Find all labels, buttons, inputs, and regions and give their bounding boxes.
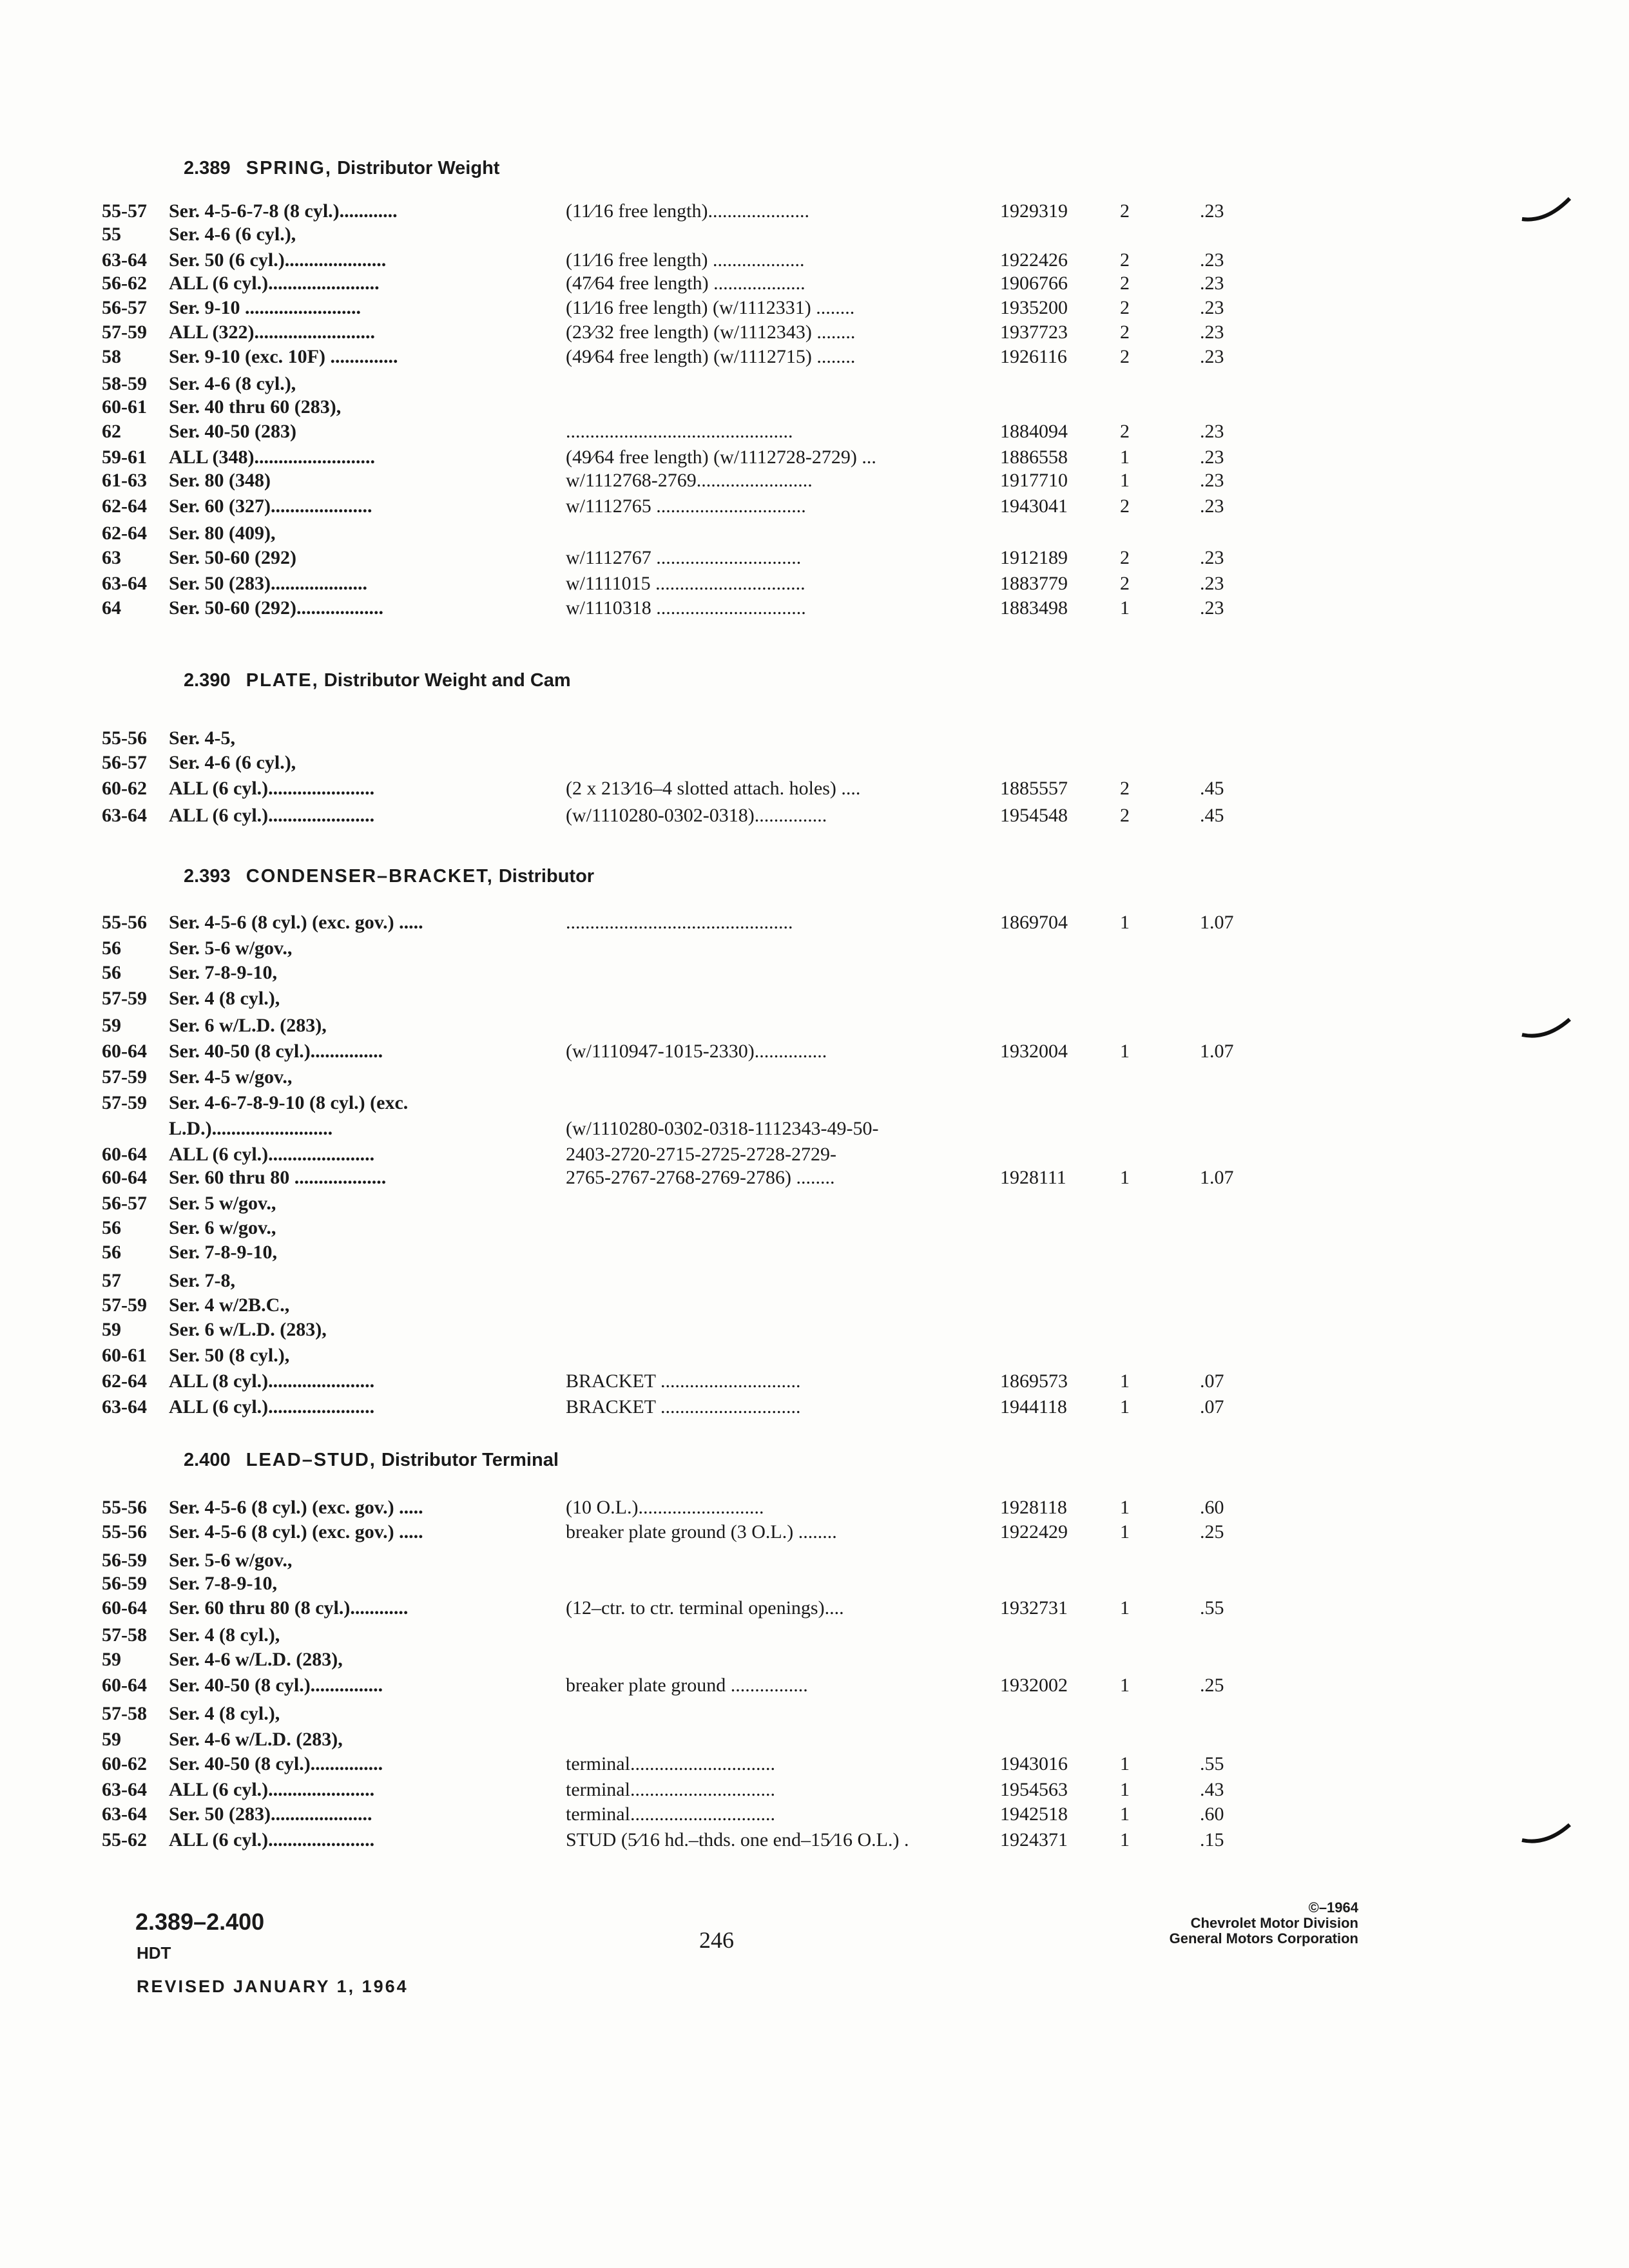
cell-desc: w/1110318 ............................... [566, 597, 806, 619]
cell-qty: 1 [1120, 1829, 1130, 1850]
cell-price: .23 [1200, 322, 1224, 343]
cell-yr: 60-64 [102, 1144, 147, 1165]
cell-yr: 55-56 [102, 727, 147, 749]
cell-yr: 59 [102, 1319, 121, 1340]
cell-ser: Ser. 4 (8 cyl.), [169, 1624, 280, 1646]
cell-yr: 56-62 [102, 273, 147, 294]
cell-qty: 1 [1120, 1167, 1130, 1188]
cell-qty: 2 [1120, 249, 1130, 271]
cell-qty: 1 [1120, 912, 1130, 933]
cell-yr: 55-56 [102, 1521, 147, 1542]
cell-qty: 1 [1120, 1497, 1130, 1518]
cell-price: .23 [1200, 495, 1224, 517]
cell-ser: Ser. 4-6 (6 cyl.), [169, 752, 296, 773]
cell-price: .23 [1200, 346, 1224, 367]
cell-price: .23 [1200, 573, 1224, 594]
cell-ser: Ser. 5-6 w/gov., [169, 937, 293, 959]
cell-ser: Ser. 60 thru 80 (8 cyl.)............ [169, 1597, 409, 1619]
cell-yr: 55-57 [102, 200, 147, 222]
cell-price: .23 [1200, 547, 1224, 568]
cell-price: .07 [1200, 1396, 1224, 1418]
cell-desc: breaker plate ground ................ [566, 1675, 808, 1696]
cell-price: 1.07 [1200, 912, 1234, 933]
cell-yr: 60-64 [102, 1167, 147, 1188]
cell-yr: 61-63 [102, 470, 147, 491]
cell-part: 1937723 [1000, 322, 1068, 343]
cell-ser: Ser. 4-5, [169, 727, 236, 749]
cell-ser: ALL (6 cyl.)...................... [169, 1144, 375, 1165]
cell-qty: 2 [1120, 573, 1130, 594]
cell-yr: 56-57 [102, 297, 147, 318]
page-number: 246 [699, 1927, 734, 1953]
cell-ser: ALL (322)......................... [169, 322, 376, 343]
cell-yr: 62-64 [102, 495, 147, 517]
cell-price: .60 [1200, 1497, 1224, 1518]
cell-ser: Ser. 4-6 w/L.D. (283), [169, 1729, 343, 1750]
cell-price: .23 [1200, 447, 1224, 468]
footer-code: HDT [137, 1943, 171, 1963]
cell-ser: Ser. 7-8-9-10, [169, 1242, 278, 1263]
cell-qty: 2 [1120, 421, 1130, 442]
scan-mark [1521, 1012, 1572, 1050]
cell-ser: ALL (348)......................... [169, 447, 376, 468]
cell-yr: 57-58 [102, 1703, 147, 1724]
cell-qty: 2 [1120, 273, 1130, 294]
cell-price: .55 [1200, 1597, 1224, 1619]
cell-yr: 62-64 [102, 1370, 147, 1392]
cell-yr: 57-59 [102, 1092, 147, 1113]
cell-ser: Ser. 4-5-6 (8 cyl.) (exc. gov.) ..... [169, 1521, 423, 1542]
cell-desc: BRACKET ............................. [566, 1396, 801, 1418]
cell-yr: 56 [102, 937, 121, 959]
cell-ser: Ser. 4 (8 cyl.), [169, 1703, 280, 1724]
section-number: 2.390 [184, 670, 231, 691]
cell-ser: Ser. 80 (348) [169, 470, 271, 491]
cell-part: 1922429 [1000, 1521, 1068, 1542]
cell-ser: Ser. 7-8-9-10, [169, 962, 278, 983]
cell-yr: 56 [102, 1217, 121, 1238]
cell-yr: 63-64 [102, 249, 147, 271]
cell-desc: (11⁄16 free length) (w/1112331) ........ [566, 297, 855, 318]
footer-copyright: ©–1964 [1308, 1899, 1358, 1916]
section-number: 2.393 [184, 866, 231, 887]
cell-ser: Ser. 50 (283)..................... [169, 1803, 372, 1825]
scan-mark [1521, 193, 1572, 232]
cell-part: 1869573 [1000, 1370, 1068, 1392]
footer-corp: General Motors Corporation [1169, 1930, 1358, 1946]
section-name: CONDENSER–BRACKET, [246, 866, 494, 887]
scan-mark [1521, 1817, 1572, 1856]
cell-part: 1954548 [1000, 805, 1068, 826]
cell-yr: 57-59 [102, 988, 147, 1009]
cell-desc: w/1112768-2769........................ [566, 470, 813, 491]
cell-part: 1883779 [1000, 573, 1068, 594]
cell-part: 1926116 [1000, 346, 1067, 367]
cell-qty: 1 [1120, 1675, 1130, 1696]
cell-desc: terminal.............................. [566, 1779, 775, 1800]
cell-yr: 56-57 [102, 1193, 147, 1214]
cell-part: 1943016 [1000, 1753, 1068, 1774]
cell-ser: ALL (6 cyl.)....................... [169, 273, 380, 294]
cell-yr: 57-59 [102, 1066, 147, 1088]
cell-yr: 63-64 [102, 573, 147, 594]
cell-price: .23 [1200, 470, 1224, 491]
cell-desc: (2 x 213⁄16–4 slotted attach. holes) .... [566, 778, 861, 799]
cell-yr: 60-62 [102, 778, 147, 799]
cell-part: 1869704 [1000, 912, 1068, 933]
cell-part: 1917710 [1000, 470, 1068, 491]
cell-ser: Ser. 6 w/L.D. (283), [169, 1319, 327, 1340]
cell-qty: 1 [1120, 1370, 1130, 1392]
cell-price: .25 [1200, 1675, 1224, 1696]
cell-part: 1922426 [1000, 249, 1068, 271]
cell-qty: 1 [1120, 1779, 1130, 1800]
section-subtitle: Distributor [498, 866, 595, 887]
cell-ser: Ser. 4 w/2B.C., [169, 1294, 290, 1316]
cell-ser: Ser. 4 (8 cyl.), [169, 988, 280, 1009]
section-title [184, 670, 571, 691]
cell-qty: 2 [1120, 495, 1130, 517]
cell-price: .23 [1200, 597, 1224, 619]
cell-ser: Ser. 60 thru 80 ................... [169, 1167, 387, 1188]
cell-price: .43 [1200, 1779, 1224, 1800]
cell-qty: 1 [1120, 447, 1130, 468]
cell-ser: Ser. 7-8-9-10, [169, 1573, 278, 1594]
cell-ser: Ser. 60 (327)..................... [169, 495, 372, 517]
cell-yr: 63-64 [102, 1396, 147, 1418]
cell-yr: 57-59 [102, 322, 147, 343]
cell-part: 1932002 [1000, 1675, 1068, 1696]
section-name: SPRING, [246, 158, 332, 178]
cell-ser: Ser. 5-6 w/gov., [169, 1550, 293, 1571]
cell-yr: 60-62 [102, 1753, 147, 1774]
cell-price: .15 [1200, 1829, 1224, 1850]
cell-qty: 2 [1120, 346, 1130, 367]
cell-qty: 1 [1120, 1597, 1130, 1619]
cell-yr: 60-64 [102, 1675, 147, 1696]
cell-desc: BRACKET ............................. [566, 1370, 801, 1392]
cell-qty: 2 [1120, 547, 1130, 568]
section-subtitle: Distributor Terminal [381, 1450, 559, 1470]
cell-yr: 56-59 [102, 1550, 147, 1571]
cell-ser: Ser. 50 (6 cyl.)..................... [169, 249, 387, 271]
cell-desc: ............................................... [566, 421, 793, 442]
section-name: PLATE, [246, 670, 319, 691]
footer-revised: REVISED JANUARY 1, 1964 [137, 1977, 409, 1996]
cell-desc: (w/1110280-0302-0318-1112343-49-50- [566, 1118, 879, 1139]
cell-part: 1886558 [1000, 447, 1068, 468]
section-subtitle: Distributor Weight [337, 158, 500, 178]
cell-yr: 63-64 [102, 1779, 147, 1800]
cell-ser: Ser. 50-60 (292) [169, 547, 297, 568]
cell-part: 1912189 [1000, 547, 1068, 568]
cell-price: .45 [1200, 778, 1224, 799]
cell-qty: 1 [1120, 470, 1130, 491]
cell-price: .55 [1200, 1753, 1224, 1774]
cell-ser: Ser. 50 (283).................... [169, 573, 368, 594]
cell-qty: 1 [1120, 1803, 1130, 1825]
cell-ser: Ser. 4-6 (6 cyl.), [169, 224, 296, 245]
cell-desc: 2765-2767-2768-2769-2786) ........ [566, 1167, 835, 1188]
cell-price: 1.07 [1200, 1167, 1234, 1188]
footer-division: Chevrolet Motor Division [1190, 1915, 1358, 1931]
cell-ser: ALL (6 cyl.)...................... [169, 778, 375, 799]
cell-ser: Ser. 50 (8 cyl.), [169, 1345, 290, 1366]
cell-ser: Ser. 7-8, [169, 1270, 236, 1291]
section-name: LEAD–STUD, [246, 1450, 376, 1470]
cell-yr: 56-59 [102, 1573, 147, 1594]
cell-ser: Ser. 80 (409), [169, 523, 276, 544]
cell-yr: 63-64 [102, 805, 147, 826]
cell-ser: Ser. 40 thru 60 (283), [169, 396, 342, 418]
cell-desc: (23⁄32 free length) (w/1112343) ........ [566, 322, 856, 343]
cell-price: .23 [1200, 249, 1224, 271]
section-number: 2.400 [184, 1450, 231, 1470]
cell-ser: Ser. 40-50 (8 cyl.)............... [169, 1041, 383, 1062]
cell-yr: 58-59 [102, 373, 147, 394]
cell-yr: 55-56 [102, 1497, 147, 1518]
cell-yr: 62-64 [102, 523, 147, 544]
cell-yr: 60-64 [102, 1597, 147, 1619]
cell-yr: 57 [102, 1270, 121, 1291]
cell-ser: Ser. 9-10 (exc. 10F) .............. [169, 346, 398, 367]
cell-yr: 55-62 [102, 1829, 147, 1850]
section-title [184, 1450, 559, 1471]
cell-part: 1883498 [1000, 597, 1068, 619]
cell-qty: 1 [1120, 1521, 1130, 1542]
cell-yr: 57-59 [102, 1294, 147, 1316]
cell-ser: Ser. 4-6 w/L.D. (283), [169, 1649, 343, 1670]
cell-desc: (49⁄64 free length) (w/1112715) ........ [566, 346, 856, 367]
cell-yr: 60-64 [102, 1041, 147, 1062]
cell-part: 1929319 [1000, 200, 1068, 222]
section-title [184, 866, 594, 887]
cell-yr: 59 [102, 1729, 121, 1750]
cell-ser: Ser. 4-5-6 (8 cyl.) (exc. gov.) ..... [169, 1497, 423, 1518]
cell-qty: 1 [1120, 1396, 1130, 1418]
cell-part: 1943041 [1000, 495, 1068, 517]
cell-price: .23 [1200, 200, 1224, 222]
cell-yr: 60-61 [102, 1345, 147, 1366]
cell-desc: (10 O.L.).......................... [566, 1497, 764, 1518]
cell-price: .23 [1200, 273, 1224, 294]
cell-price: .07 [1200, 1370, 1224, 1392]
cell-yr: 59 [102, 1649, 121, 1670]
cell-part: 1924371 [1000, 1829, 1068, 1850]
cell-part: 1944118 [1000, 1396, 1067, 1418]
cell-price: .45 [1200, 805, 1224, 826]
cell-ser: Ser. 5 w/gov., [169, 1193, 276, 1214]
cell-part: 1942518 [1000, 1803, 1068, 1825]
cell-desc: terminal.............................. [566, 1753, 775, 1774]
cell-part: 1906766 [1000, 273, 1068, 294]
section-title [184, 158, 499, 179]
section-number: 2.389 [184, 158, 231, 178]
cell-price: 1.07 [1200, 1041, 1234, 1062]
cell-part: 1954563 [1000, 1779, 1068, 1800]
cell-desc: (w/1110280-0302-0318)............... [566, 805, 827, 826]
cell-desc: (49⁄64 free length) (w/1112728-2729) ... [566, 447, 876, 468]
cell-yr: 63-64 [102, 1803, 147, 1825]
cell-desc: ............................................... [566, 912, 793, 933]
cell-ser: ALL (6 cyl.)...................... [169, 1779, 375, 1800]
cell-ser: Ser. 50-60 (292).................. [169, 597, 384, 619]
cell-price: .25 [1200, 1521, 1224, 1542]
cell-qty: 2 [1120, 805, 1130, 826]
cell-price: .60 [1200, 1803, 1224, 1825]
cell-desc: w/1111015 ............................... [566, 573, 805, 594]
cell-ser: ALL (6 cyl.)...................... [169, 805, 375, 826]
cell-part: 1935200 [1000, 297, 1068, 318]
cell-qty: 2 [1120, 322, 1130, 343]
cell-price: .23 [1200, 421, 1224, 442]
cell-yr: 63 [102, 547, 121, 568]
cell-desc: (12–ctr. to ctr. terminal openings).... [566, 1597, 844, 1619]
section-subtitle: Distributor Weight and Cam [323, 670, 571, 691]
cell-desc: (11⁄16 free length)..................... [566, 200, 809, 222]
cell-ser: Ser. 9-10 ........................ [169, 297, 361, 318]
cell-yr: 55-56 [102, 912, 147, 933]
cell-part: 1932731 [1000, 1597, 1068, 1619]
cell-yr: 56 [102, 962, 121, 983]
cell-yr: 64 [102, 597, 121, 619]
cell-ser: Ser. 6 w/gov., [169, 1217, 276, 1238]
cell-qty: 1 [1120, 1041, 1130, 1062]
cell-yr: 59 [102, 1015, 121, 1036]
cell-desc: w/1112765 ............................... [566, 495, 806, 517]
cell-desc: w/1112767 .............................. [566, 547, 802, 568]
cell-yr: 58 [102, 346, 121, 367]
cell-part: 1884094 [1000, 421, 1068, 442]
cell-yr: 59-61 [102, 447, 147, 468]
cell-ser: Ser. 40-50 (8 cyl.)............... [169, 1753, 383, 1774]
cell-desc: STUD (5⁄16 hd.–thds. one end–15⁄16 O.L.) . [566, 1829, 909, 1850]
cell-desc: (w/1110947-1015-2330)............... [566, 1041, 827, 1062]
cell-qty: 1 [1120, 597, 1130, 619]
cell-desc: breaker plate ground (3 O.L.) ........ [566, 1521, 837, 1542]
cell-ser: L.D.)......................... [169, 1118, 333, 1139]
cell-yr: 55 [102, 224, 121, 245]
cell-ser: Ser. 4-6 (8 cyl.), [169, 373, 296, 394]
cell-desc: (11⁄16 free length) ................... [566, 249, 805, 271]
cell-ser: Ser. 40-50 (283) [169, 421, 297, 442]
cell-desc: 2403-2720-2715-2725-2728-2729- [566, 1144, 836, 1165]
cell-yr: 57-58 [102, 1624, 147, 1646]
cell-qty: 2 [1120, 297, 1130, 318]
cell-qty: 2 [1120, 200, 1130, 222]
cell-part: 1885557 [1000, 778, 1068, 799]
cell-ser: Ser. 40-50 (8 cyl.)............... [169, 1675, 383, 1696]
cell-yr: 62 [102, 421, 121, 442]
cell-desc: (47⁄64 free length) ................... [566, 273, 805, 294]
cell-price: .23 [1200, 297, 1224, 318]
cell-part: 1932004 [1000, 1041, 1068, 1062]
cell-ser: Ser. 4-5-6 (8 cyl.) (exc. gov.) ..... [169, 912, 423, 933]
cell-yr: 60-61 [102, 396, 147, 418]
cell-part: 1928118 [1000, 1497, 1067, 1518]
cell-qty: 2 [1120, 778, 1130, 799]
cell-ser: ALL (6 cyl.)...................... [169, 1829, 375, 1850]
cell-ser: Ser. 4-5-6-7-8 (8 cyl.)............ [169, 200, 398, 222]
cell-ser: Ser. 4-5 w/gov., [169, 1066, 293, 1088]
cell-ser: Ser. 4-6-7-8-9-10 (8 cyl.) (exc. [169, 1092, 409, 1113]
cell-yr: 56-57 [102, 752, 147, 773]
cell-yr: 56 [102, 1242, 121, 1263]
cell-ser: ALL (8 cyl.)...................... [169, 1370, 375, 1392]
cell-qty: 1 [1120, 1753, 1130, 1774]
cell-desc: terminal.............................. [566, 1803, 775, 1825]
cell-ser: Ser. 6 w/L.D. (283), [169, 1015, 327, 1036]
cell-ser: ALL (6 cyl.)...................... [169, 1396, 375, 1418]
cell-part: 1928111 [1000, 1167, 1066, 1188]
footer-range: 2.389–2.400 [135, 1908, 265, 1935]
